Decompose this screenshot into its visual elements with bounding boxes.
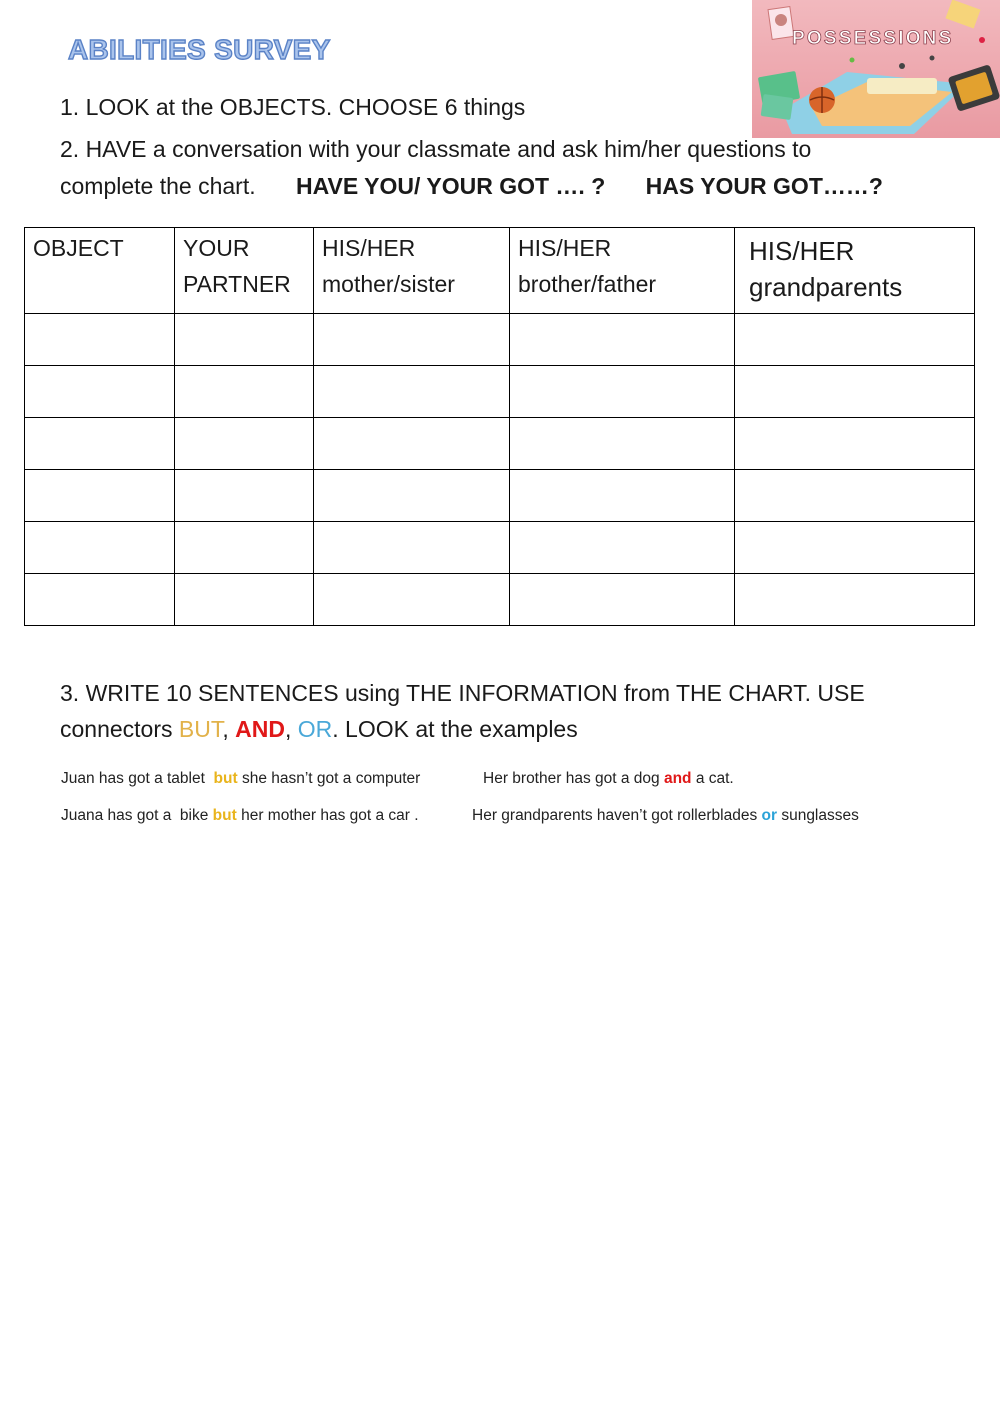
example-text: Juana has got a bike [61, 807, 213, 824]
comma-separator: , [222, 716, 236, 742]
table-cell-grandparents[interactable] [735, 366, 975, 418]
table-cell-mother-sister[interactable] [314, 574, 510, 626]
chart-header-row [25, 228, 975, 314]
table-row [25, 470, 975, 522]
table-row [25, 522, 975, 574]
table-cell-object[interactable] [25, 522, 175, 574]
possessions-banner-image [752, 0, 1000, 138]
header-mother-sister [314, 228, 510, 314]
header-your-label: YOUR [183, 235, 250, 261]
header-hisher-label: HIS/HER [518, 235, 612, 261]
table-cell-partner[interactable] [175, 574, 314, 626]
table-cell-grandparents[interactable] [735, 470, 975, 522]
header-grandparents-label: HIS/HER grandparents [749, 236, 903, 302]
table-cell-object[interactable] [25, 418, 175, 470]
header-brother-father [510, 228, 735, 314]
example-sentence-3 [61, 807, 419, 825]
example-text: a cat. [691, 770, 734, 787]
connectors-outro: . LOOK at the examples [332, 716, 578, 742]
example-sentence-1 [61, 770, 420, 788]
table-cell-mother-sister[interactable] [314, 366, 510, 418]
table-cell-object[interactable] [25, 574, 175, 626]
instruction-step-3-line-2 [60, 711, 578, 748]
example-text: her mother has got a car . [236, 807, 419, 824]
table-cell-mother-sister[interactable] [314, 314, 510, 366]
table-cell-object[interactable] [25, 314, 175, 366]
table-cell-partner[interactable] [175, 470, 314, 522]
connector-but: BUT [178, 716, 223, 742]
instruction-step-2-line-2 [60, 168, 883, 205]
table-cell-brother-father[interactable] [510, 418, 735, 470]
table-cell-object[interactable] [25, 366, 175, 418]
header-your-partner [175, 228, 314, 314]
possessions-illustration [752, 0, 1000, 138]
table-cell-grandparents[interactable] [735, 522, 975, 574]
table-row [25, 418, 975, 470]
table-cell-grandparents[interactable] [735, 574, 975, 626]
example-connector-or: or [761, 807, 778, 824]
table-cell-brother-father[interactable] [510, 314, 735, 366]
table-cell-grandparents[interactable] [735, 314, 975, 366]
header-object-label: OBJECT [33, 235, 124, 261]
connector-or: OR [297, 716, 333, 742]
banner-title: POSSESSIONS [792, 28, 954, 49]
table-row [25, 574, 975, 626]
question-prompt-have: HAVE YOU/ YOUR GOT …. ? [296, 173, 606, 199]
example-connector-but: but [213, 770, 238, 787]
connectors-intro: connectors [60, 716, 179, 742]
question-prompt-has: HAS YOUR GOT……? [645, 173, 883, 199]
example-sentence-2 [483, 770, 734, 788]
header-grandparents [735, 228, 975, 314]
survey-chart [24, 227, 975, 626]
table-cell-partner[interactable] [175, 522, 314, 574]
table-cell-brother-father[interactable] [510, 574, 735, 626]
connector-and: AND [235, 716, 285, 742]
instruction-step-2-line-1: 2. HAVE a conversation with your classmate and ask him/her questions to [60, 136, 812, 162]
example-text: Her brother has got a dog [483, 770, 664, 787]
table-cell-partner[interactable] [175, 314, 314, 366]
header-object [25, 228, 175, 314]
header-hisher-label: HIS/HER [322, 235, 416, 261]
table-cell-mother-sister[interactable] [314, 522, 510, 574]
example-connector-and: and [663, 770, 692, 787]
table-row [25, 314, 975, 366]
table-cell-object[interactable] [25, 470, 175, 522]
table-cell-brother-father[interactable] [510, 522, 735, 574]
table-cell-mother-sister[interactable] [314, 470, 510, 522]
example-text: Juan has got a tablet [61, 770, 214, 787]
example-text: she hasn’t got a computer [237, 770, 421, 787]
instruction-step-2-text: complete the chart. [60, 173, 256, 199]
example-connector-but: but [212, 807, 237, 824]
table-cell-mother-sister[interactable] [314, 418, 510, 470]
header-brother-father-label: brother/father [518, 271, 657, 297]
table-row [25, 366, 975, 418]
table-cell-partner[interactable] [175, 418, 314, 470]
comma-separator: , [284, 716, 298, 742]
instruction-step-1: 1. LOOK at the OBJECTS. CHOOSE 6 things [60, 94, 526, 120]
table-cell-brother-father[interactable] [510, 366, 735, 418]
example-text: Her grandparents haven’t got rollerblades [472, 807, 762, 824]
table-cell-partner[interactable] [175, 366, 314, 418]
page-title: ABILITIES SURVEY [68, 34, 331, 65]
example-text: sunglasses [777, 807, 859, 824]
table-cell-brother-father[interactable] [510, 470, 735, 522]
example-sentence-4 [472, 807, 859, 825]
table-cell-grandparents[interactable] [735, 418, 975, 470]
header-partner-label: PARTNER [183, 271, 291, 297]
instruction-step-3-line-1: 3. WRITE 10 SENTENCES using THE INFORMATION from THE CHART. USE [60, 680, 865, 706]
header-mother-sister-label: mother/sister [322, 271, 455, 297]
